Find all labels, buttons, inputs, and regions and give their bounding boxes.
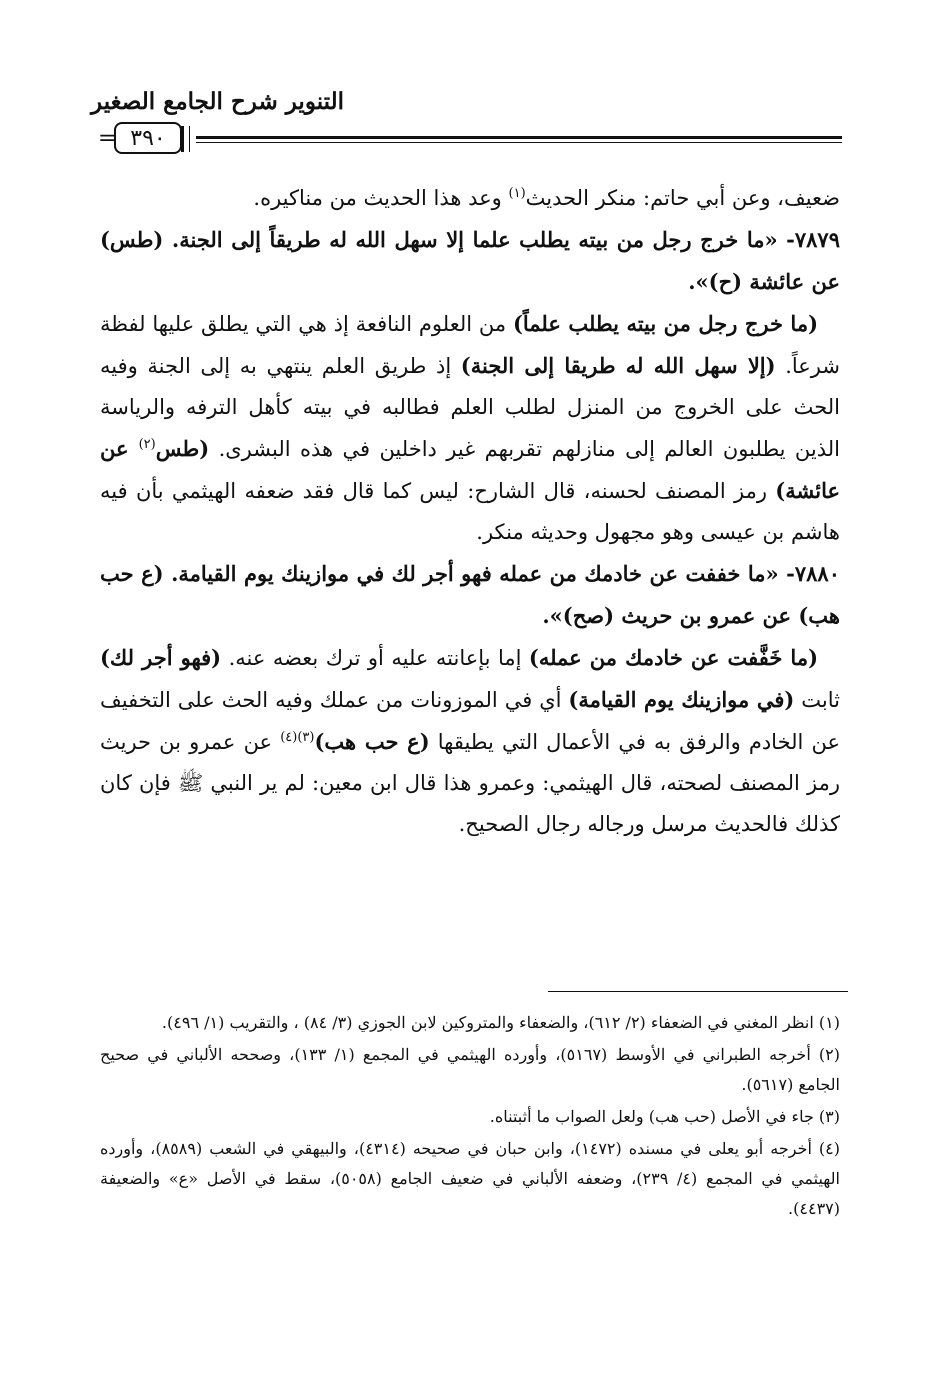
footnote-ref[interactable]: (٢) bbox=[138, 437, 156, 452]
footnote-separator bbox=[548, 991, 848, 992]
header-rule bbox=[196, 136, 842, 139]
hadith-7879: ٧٨٧٩- «ما خرج رجل من بيته يطلب علما إلا سهل الله له طريقاً إلى الجنة. (طس) عن عائشة (ح)». bbox=[100, 227, 840, 294]
commentary-7879: (ما خرج رجل من بيته يطلب علماً) من العلوم النافعة إذ هي التي يطلق عليها لفظة شرعاً. (إلا سهل الله له طريقا إلى الجنة) إذ طريق العلم ينتهي به إلى الجنة وفيه الحث على الخروج من المنزل لطلب العلم فطالبه في بيته كأهل الترفه والرياسة الذين يطلبون العالم إلى منازلهم تقربهم غير داخلين في هذه البشرى. (طس$^{(٢)}$ عن عائشة) رمز المصنف لحسنه، قال الشارح: ليس كما قال فقد ضعفه الهيثمي بأن فيه هاشم بن عيسى وهو مجهول وحديثه منكر. bbox=[100, 311, 841, 544]
header-ornament: = bbox=[98, 126, 117, 151]
footnote-ref[interactable]: (٣)(٤) bbox=[280, 730, 315, 745]
footnote-ref[interactable]: (١) bbox=[508, 186, 526, 201]
footnote-3: (٣) جاء في الأصل (حب هب) ولعل الصواب ما أثبتناه. bbox=[489, 1107, 840, 1126]
hadith-7880: ٧٨٨٠- «ما خففت عن خادمك من عمله فهو أجر لك في موازينك يوم القيامة. (ع حب هب) عن عمرو بن حريث (صح)». bbox=[100, 561, 840, 628]
footnote-4: (٤) أخرجه أبو يعلى في مسنده (١٤٧٢)، وابن حبان في صحيحه (٤٣١٤)، والبيهقي في الشعب (٨٥٨٩)، وأورده الهيثمي في المجمع (٤/ ٢٣٩)، وضعفه الألباني في ضعيف الجامع (٥٠٥٨)، سقط في الأصل «ع» والضعيفة (٤٤٣٧). bbox=[100, 1139, 841, 1218]
header-rule-thin bbox=[196, 142, 842, 143]
footnotes bbox=[100, 1008, 840, 1226]
commentary-7880: (ما خَفَّفت عن خادمك من عمله) إما بإعانته عليه أو ترك بعضه عنه. (فهو أجر لك) ثابت (في موازينك يوم القيامة) أي في الموزونات من عملك وفيه الحث على التخفيف عن الخادم والرفق به في الأعمال التي يطيقها (ع حب هب)$^{(٣)(٤)}$ عن عمرو بن حريث رمز المصنف لصحته، قال الهيثمي: وعمرو هذا قال ابن معين: لم ير النبي ﷺ فإن كان كذلك فالحديث مرسل ورجاله رجال الصحيح. bbox=[100, 645, 841, 836]
running-header-title: التنوير شرح الجامع الصغير bbox=[91, 88, 344, 115]
footnote-1: (١) انظر المغني في الضعفاء (٢/ ٦١٢)، والضعفاء والمتروكين لابن الجوزي (٣/ ٨٤) ، والتقريب (١/ ٤٩٦). bbox=[161, 1013, 840, 1032]
page-number: ٣٩٠ bbox=[114, 122, 182, 154]
continuation-paragraph: ضعيف، وعن أبي حاتم: منكر الحديث$^{(١)}$ وعد هذا الحديث من مناكيره. bbox=[253, 186, 840, 210]
footnote-2: (٢) أخرجه الطبراني في الأوسط (٥١٦٧)، وأورده الهيثمي في المجمع (١/ ١٣٣)، وصححه الألباني في صحيح الجامع (٥٦١٧). bbox=[100, 1045, 841, 1094]
main-text bbox=[100, 178, 840, 845]
